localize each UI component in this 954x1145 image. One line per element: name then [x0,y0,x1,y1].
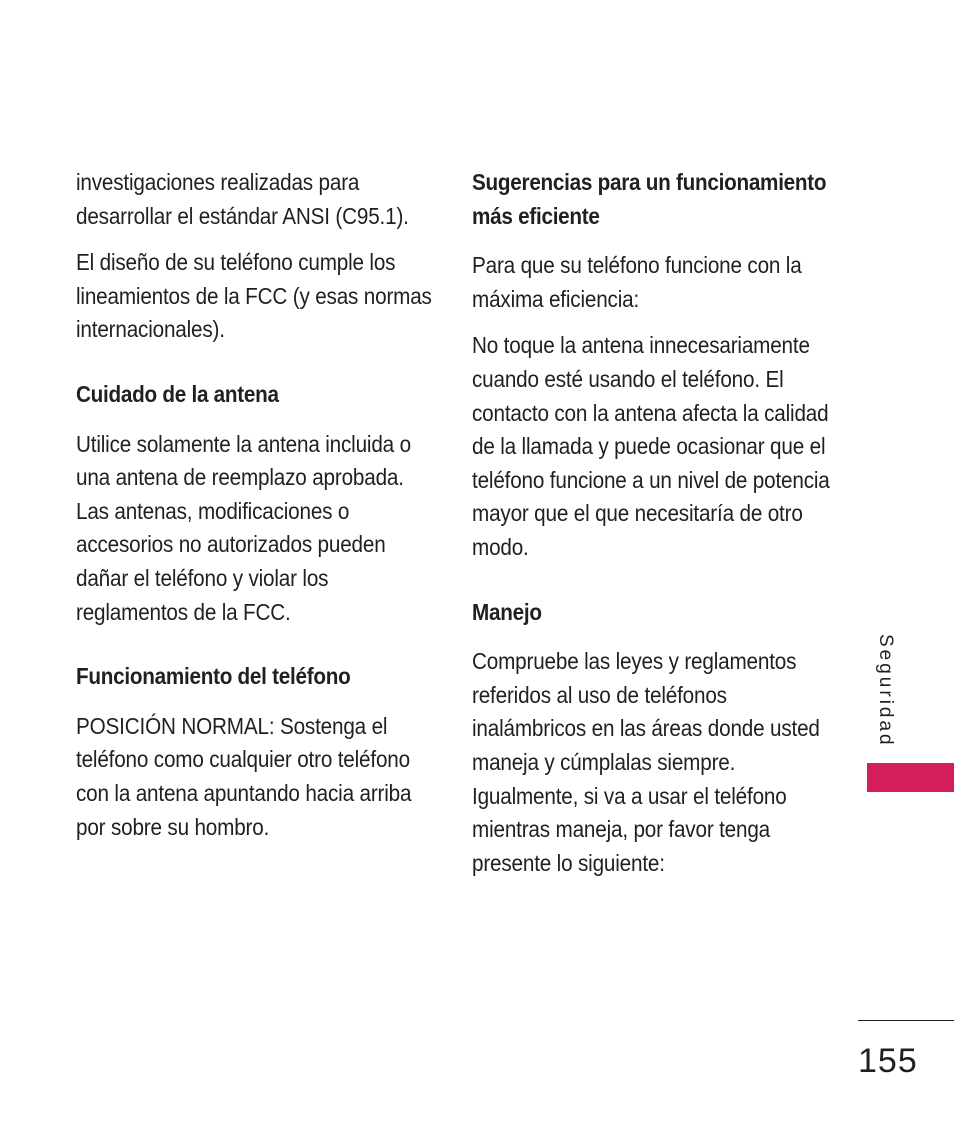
heading-efficiency-tips: Sugerencias para un funcionamiento más eficiente [472,169,827,229]
page-number-rule [858,1020,954,1021]
paragraph-antenna-care: Utilice solamente la antena incluida o una antena de reemplazo aprobada. Las antenas, modificaciones o accesorios no autorizados pueden dañar el teléfono y violar los reglamentos de la FCC. [76,430,411,625]
paragraph-efficiency-intro: Para que su teléfono funcione con la máxima eficiencia: [472,252,802,312]
page-number: 155 [858,1042,918,1080]
heading-antenna-care: Cuidado de la antena [76,380,279,407]
paragraph-driving: Compruebe las leyes y reglamentos referidos al uso de teléfonos inalámbricos en las áreas donde usted maneja y cúmplalas siempre. Igualmente, si va a usar el teléfono mientras maneja, por favor tenga presente lo siguiente: [472,648,820,876]
section-label: Seguridad [875,634,896,748]
right-column [472,166,834,880]
left-column [76,166,438,844]
paragraph-antenna-touch: No toque la antena innecesariamente cuando esté usando el teléfono. El contacto con la antena afecta la calidad de la llamada y puede ocasionar que el teléfono funcione a un nivel de potencia mayor que el que necesitaría de otro modo. [472,332,830,560]
section-tab [867,763,954,792]
paragraph-fcc-compliance: El diseño de su teléfono cumple los lineamientos de la FCC (y esas normas internacionales). [76,249,432,343]
paragraph-ansi: investigaciones realizadas para desarrollar el estándar ANSI (C95.1). [76,169,409,229]
paragraph-phone-operation: POSICIÓN NORMAL: Sostenga el teléfono como cualquier otro teléfono con la antena apuntando hacia arriba por sobre su hombro. [76,712,412,840]
heading-phone-operation: Funcionamiento del teléfono [76,663,351,690]
heading-driving: Manejo [472,598,542,625]
